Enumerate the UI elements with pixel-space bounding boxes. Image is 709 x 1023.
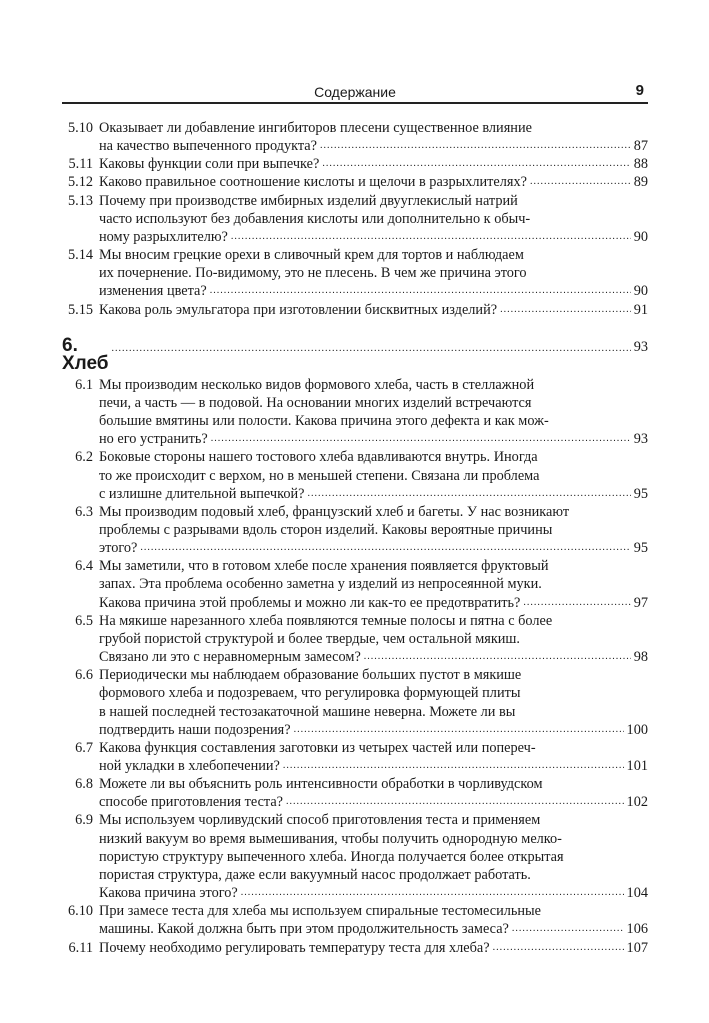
entry-text: пористую структуру выпеченного хлеба. Иногда получается более открытая: [99, 848, 564, 865]
entry-text: машины. Какой должна быть при этом продолжительность замеса?: [99, 921, 509, 938]
dot-leader: [211, 430, 631, 448]
entry-number: 5.10: [67, 120, 93, 136]
entry-line: [99, 775, 648, 793]
entry-number: 5.15: [67, 301, 93, 318]
chapter-page: 93: [633, 338, 648, 355]
dot-leader: [210, 282, 631, 300]
entry-line: [99, 467, 648, 485]
entry-page: 87: [633, 138, 648, 155]
entry-page: 98: [633, 649, 648, 666]
entry-text: Какова причина этой проблемы и можно ли как-то ее предотвратить?: [99, 594, 521, 611]
entry-line: [99, 155, 648, 173]
entry-number: 6.9: [75, 812, 93, 829]
entry-number: 6.2: [75, 449, 93, 466]
entry-page: 100: [626, 721, 648, 738]
entry-number: 5.13: [67, 192, 93, 209]
entry-line: [99, 503, 648, 521]
entry-text: Можете ли вы объяснить роль интенсивности обработки в чорливудском: [99, 776, 543, 793]
entry-number: 6.7: [75, 739, 93, 756]
entry-text: Почему при производстве имбирных изделий двууглекислый натрий: [99, 192, 518, 209]
toc-entry[interactable]: [0, 739, 709, 775]
entry-number: 5.14: [67, 247, 93, 264]
entry-line: [99, 594, 648, 612]
entry-number: 6.4: [75, 558, 93, 575]
dot-leader: [320, 137, 631, 155]
entry-number: 5.11: [68, 156, 93, 173]
entry-line: [99, 612, 648, 630]
entry-text: Почему необходимо регулировать температуру теста для хлеба?: [99, 939, 490, 956]
chapter-heading[interactable]: [62, 334, 648, 374]
entry-text: их почернение. По-видимому, это не плесень. В чем же причина этого: [99, 265, 527, 282]
entry-text: этого?: [99, 540, 138, 557]
entry-line: [99, 739, 648, 757]
entry-line: [99, 848, 648, 866]
entry-line: [99, 282, 648, 300]
entry-text: формового хлеба и подозреваем, что регулировка формующей плиты: [99, 685, 521, 702]
entry-text: На мякише нарезанного хлеба появляются темные полосы и пятна с более: [99, 612, 553, 629]
entry-line: [99, 703, 648, 721]
toc-entry[interactable]: [0, 902, 709, 938]
entry-text: Какова причина этого?: [99, 885, 238, 902]
entry-line: [99, 412, 648, 430]
entry-text: При замесе теста для хлеба мы используем спиральные тестомесильные: [99, 903, 541, 920]
running-title: Содержание: [314, 84, 396, 100]
entry-number: 6.1: [75, 376, 93, 393]
entry-line: [99, 228, 648, 246]
toc-entry[interactable]: [0, 557, 709, 611]
entry-number: 5.12: [67, 174, 93, 191]
entry-text: низкий вакуум во время вымешивания, чтобы получить однородную мелко-: [99, 830, 562, 847]
entry-text: Мы производим подовый хлеб, французский хлеб и багеты. У нас возникают: [99, 503, 570, 520]
dot-leader: [523, 594, 630, 612]
entry-line: [99, 485, 648, 503]
entry-line: [99, 192, 648, 210]
entry-text: Каково правильное соотношение кислоты и щелочи в разрыхлителях?: [99, 174, 527, 191]
dot-leader: [307, 485, 630, 503]
entry-text: печи, а часть — в подовой. На основании многих изделий встречаются: [99, 394, 532, 411]
toc-entry[interactable]: [0, 155, 709, 173]
toc-entry[interactable]: [0, 811, 709, 902]
entry-page: 106: [626, 921, 648, 938]
running-header: [62, 82, 648, 104]
entry-line: [99, 721, 648, 739]
toc-entry[interactable]: [0, 119, 709, 155]
entry-text: Мы используем чорливудский способ приготовления теста и применяем: [99, 812, 541, 829]
entry-line: [99, 920, 648, 938]
entry-line: [99, 684, 648, 702]
dot-leader: [241, 884, 624, 902]
entry-text: способе приготовления теста?: [99, 794, 284, 811]
entry-number: 6.3: [75, 503, 93, 520]
toc-entry[interactable]: [0, 173, 709, 191]
entry-line: [99, 939, 648, 957]
entry-page: 88: [633, 156, 648, 173]
entry-page: 95: [633, 540, 648, 557]
entry-text: Каковы функции соли при выпечке?: [99, 156, 320, 173]
dot-leader: [493, 939, 624, 957]
toc-entry[interactable]: [0, 612, 709, 666]
dot-leader: [112, 340, 631, 358]
entry-line: [99, 630, 648, 648]
entry-text: ной укладки в хлебопечении?: [99, 758, 280, 774]
entry-text: грубой пористой структурой и более твердые, чем остальной мякиш.: [99, 630, 521, 647]
entry-page: 91: [633, 301, 648, 318]
entry-line: [99, 376, 648, 394]
entry-number: 6.8: [75, 776, 93, 793]
dot-leader: [140, 539, 630, 557]
entry-line: [99, 884, 648, 902]
toc-entry[interactable]: [0, 448, 709, 502]
entry-text: запах. Эта проблема особенно заметна у изделий из непросеянной муки.: [99, 576, 542, 593]
table-of-contents: [0, 119, 709, 957]
entry-number: 6.10: [67, 903, 93, 920]
entry-line: [99, 210, 648, 228]
entry-line: [99, 757, 648, 775]
entry-line: [99, 866, 648, 884]
entry-text: на качество выпеченного продукта?: [99, 138, 317, 155]
entry-page: 90: [633, 283, 648, 300]
entry-text: пористая структура, даже если вакуумный насос продолжает работать.: [99, 866, 531, 883]
entry-text: Оказывает ли добавление ингибиторов плесени существенное влияние: [99, 120, 532, 136]
entry-line: [99, 394, 648, 412]
entry-text: с излишне длительной выпечкой?: [99, 485, 305, 502]
entry-line: [99, 666, 648, 684]
entry-text: в нашей последней тестозакаточной машине неверна. Можете ли вы: [99, 703, 516, 720]
entry-page: 90: [633, 228, 648, 245]
toc-entry[interactable]: [0, 376, 709, 449]
entry-text: изменения цвета?: [99, 283, 207, 300]
entry-line: [99, 902, 648, 920]
toc-entry[interactable]: [0, 939, 709, 957]
dot-leader: [364, 648, 631, 666]
entry-line: [99, 521, 648, 539]
entry-line: [99, 173, 648, 191]
entry-line: [99, 811, 648, 829]
entry-text: Периодически мы наблюдаем образование больших пустот в мякише: [99, 667, 522, 684]
entry-text: проблемы с разрывами вдоль сторон изделий. Каковы вероятные причины: [99, 521, 553, 538]
entry-line: [99, 793, 648, 811]
dot-leader: [512, 920, 624, 938]
toc-entry[interactable]: [0, 301, 709, 319]
entry-text: но его устранить?: [99, 431, 208, 448]
dot-leader: [286, 793, 624, 811]
entry-number: 6.6: [75, 667, 93, 684]
entry-line: [99, 430, 648, 448]
entry-page: 89: [633, 174, 648, 191]
entry-text: Какова функция составления заготовки из четырех частей или попереч-: [99, 739, 536, 756]
entry-text: ному разрыхлителю?: [99, 228, 228, 245]
entry-page: 107: [626, 939, 648, 956]
toc-entry[interactable]: [0, 192, 709, 246]
entry-page: 97: [633, 594, 648, 611]
toc-entry[interactable]: [0, 666, 709, 739]
entry-page: 101: [626, 758, 648, 774]
dot-leader: [322, 155, 630, 173]
entry-text: Мы вносим грецкие орехи в сливочный крем для тортов и наблюдаем: [99, 247, 524, 264]
dot-leader: [294, 721, 624, 739]
toc-entry[interactable]: [0, 775, 709, 811]
entry-line: [99, 246, 648, 264]
dot-leader: [283, 757, 624, 775]
entry-line: [99, 539, 648, 557]
entry-line: [99, 830, 648, 848]
chapter-title: 6. Хлеб: [62, 334, 109, 374]
page-number: 9: [635, 82, 644, 99]
entry-page: 104: [626, 885, 648, 902]
entry-text: Какова роль эмульгатора при изготовлении бисквитных изделий?: [99, 301, 498, 318]
toc-entry[interactable]: [0, 246, 709, 300]
dot-leader: [530, 173, 631, 191]
dot-leader: [231, 228, 631, 246]
entry-text: Мы производим несколько видов формового хлеба, часть в стеллажной: [99, 376, 535, 393]
entry-number: 6.5: [75, 612, 93, 629]
entry-page: 95: [633, 485, 648, 502]
entry-line: [99, 301, 648, 319]
entry-text: подтвердить наши подозрения?: [99, 721, 291, 738]
dot-leader: [500, 301, 631, 319]
entry-page: 102: [626, 794, 648, 811]
entry-text: часто используют без добавления кислоты или дополнительно к обыч-: [99, 210, 531, 227]
entry-line: [99, 264, 648, 282]
entry-line: [99, 448, 648, 466]
entry-text: Мы заметили, что в готовом хлебе после хранения появляется фруктовый: [99, 558, 549, 575]
entry-number: 6.11: [68, 939, 93, 956]
entry-text: большие вмятины или полости. Какова причина этого дефекта и как мож-: [99, 413, 549, 430]
toc-entry[interactable]: [0, 503, 709, 557]
entry-page: 93: [633, 431, 648, 448]
entry-line: [99, 648, 648, 666]
entry-text: Боковые стороны нашего тостового хлеба вдавливаются внутрь. Иногда: [99, 449, 538, 466]
entry-line: [99, 119, 648, 137]
entry-text: то же происходит с верхом, но в меньшей степени. Связана ли проблема: [99, 467, 540, 484]
entry-line: [99, 137, 648, 155]
section-6-entries: [0, 376, 709, 957]
entry-text: Связано ли это с неравномерным замесом?: [99, 649, 361, 666]
section-5-entries: [0, 119, 709, 319]
entry-line: [99, 557, 648, 575]
entry-line: [99, 575, 648, 593]
